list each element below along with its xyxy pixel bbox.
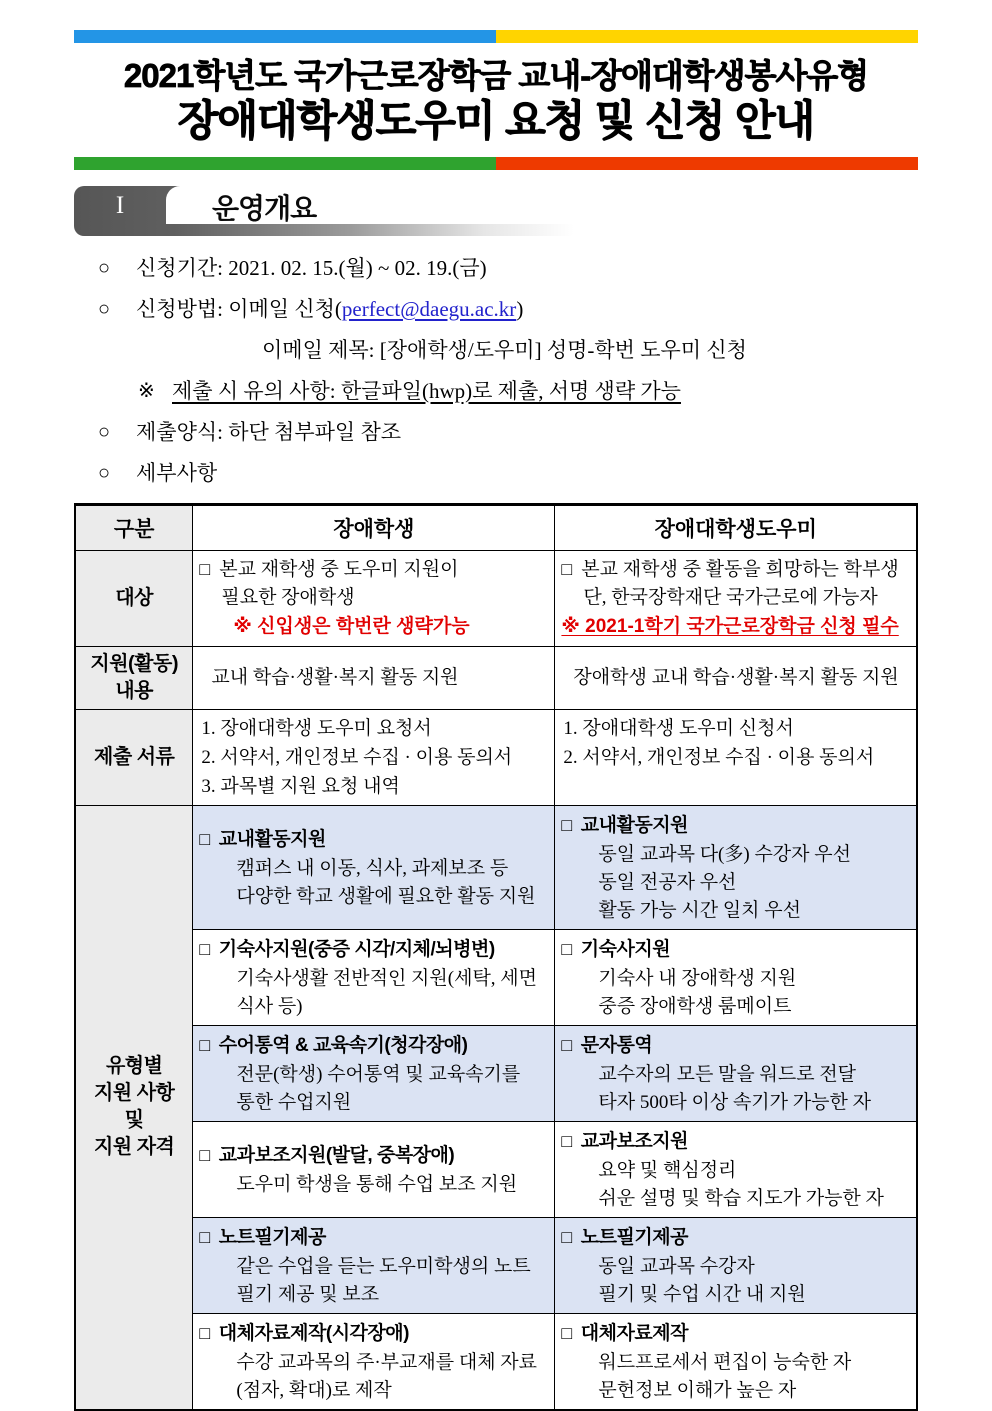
type-detail: 기숙사 내 장애학생 지원	[598, 967, 797, 989]
type-detail: 중증 장애학생 룸메이트	[598, 995, 792, 1017]
target-right-line2: 단, 한국장학재단 국가근로에 가능자	[583, 586, 878, 608]
type-title: 기숙사지원(중증 시각/지체/뇌병변)	[218, 938, 495, 960]
green-bar-segment	[74, 157, 496, 170]
type-title: 교과보조지원	[580, 1130, 688, 1152]
overview-item-details	[98, 453, 918, 494]
section-title: 운영개요	[212, 192, 317, 224]
circle-bullet-icon: ○	[98, 297, 111, 320]
table-row-type-sign-language	[75, 1025, 917, 1121]
type-notes-right-cell	[555, 1217, 917, 1313]
type-class-assist-right-cell	[555, 1121, 917, 1217]
type-detail: 교수자의 모든 말을 워드로 전달	[598, 1063, 857, 1085]
table-row-target	[75, 550, 917, 646]
type-title: 기숙사지원	[580, 938, 671, 960]
type-alt-right-cell	[555, 1313, 917, 1410]
doc-title-line2: 장애대학생도우미 요청 및 신청 안내	[177, 97, 815, 145]
type-title: 대체자료제작(시각장애)	[218, 1322, 409, 1344]
table-row-documents	[75, 709, 917, 805]
type-detail: 캠퍼스 내 이동, 식사, 과제보조 등	[236, 857, 509, 879]
table-header-row	[75, 504, 917, 550]
documents-left-item: 3. 과목별 지원 요청 내역	[201, 775, 400, 797]
doc-title-line1: 2021학년도 국가근로장학금 교내-장애대학생봉사유형	[123, 57, 869, 94]
type-detail: 같은 수업을 듣는 도우미학생의 노트	[236, 1255, 531, 1277]
type-title: 노트필기제공	[218, 1226, 326, 1248]
notice-text: 제출 시 유의 사항: 한글파일(hwp)로 제출, 서명 생략 가능	[172, 378, 681, 403]
table-row-type-alt-materials	[75, 1313, 917, 1410]
type-notes-left-cell	[193, 1217, 555, 1313]
type-title: 노트필기제공	[580, 1226, 688, 1248]
yellow-bar-segment	[496, 30, 918, 43]
row-header-types-line4: 지원 자격	[94, 1136, 175, 1159]
content-left-text: 교내 학습·생활·복지 활동 지원	[211, 666, 459, 688]
row-header-target: 대상	[75, 550, 193, 646]
target-left-line2: 필요한 장애학생	[221, 586, 355, 608]
documents-right-cell	[555, 709, 917, 805]
documents-right-item: 1. 장애대학생 도우미 신청서	[563, 717, 794, 739]
type-detail: 활동 가능 시간 일치 우선	[598, 899, 801, 921]
checkbox-icon: □	[561, 814, 572, 835]
target-left-note: ※ 신입생은 학번란 생략가능	[233, 615, 470, 637]
type-detail: 기숙사생활 전반적인 지원(세탁, 세면	[236, 967, 538, 989]
type-detail: 타자 500타 이상 속기가 가능한 자	[598, 1091, 871, 1113]
section-numeral: I	[115, 191, 125, 219]
document-title	[74, 55, 918, 147]
type-sign-left-cell	[193, 1025, 555, 1121]
details-text: 세부사항	[136, 460, 218, 485]
target-right-line1-text: 본교 재학생 중 활동을 희망하는 학부생	[581, 558, 899, 580]
target-right-note: ※ 2021-1학기 국가근로장학금 신청 필수	[561, 615, 899, 637]
red-bar-segment	[496, 157, 918, 170]
overview-item-period	[98, 248, 918, 289]
table-row-type-notes	[75, 1217, 917, 1313]
type-detail: 문헌정보 이해가 높은 자	[598, 1379, 797, 1401]
overview-item-email-subject: 이메일 제목: [장애학생/도우미] 성명-학번 도우미 신청	[262, 337, 747, 362]
info-table	[74, 503, 918, 1411]
row-header-types-line3: 및	[124, 1109, 144, 1132]
documents-left-item: 1. 장애대학생 도우미 요청서	[201, 717, 432, 739]
circle-bullet-icon: ○	[98, 461, 111, 484]
table-row-type-dormitory	[75, 929, 917, 1025]
method-suffix-text: )	[516, 296, 524, 321]
type-detail: 다양한 학교 생활에 필요한 활동 지원	[236, 885, 536, 907]
type-sign-right-cell	[555, 1025, 917, 1121]
circle-bullet-icon: ○	[98, 420, 111, 443]
checkbox-icon: □	[199, 1144, 210, 1165]
content-right-cell	[555, 646, 917, 709]
target-right-line1	[561, 555, 910, 584]
type-detail: 워드프로세서 편집이 능숙한 자	[598, 1351, 852, 1373]
type-detail: 동일 전공자 우선	[598, 871, 737, 893]
type-title: 교내활동지원	[580, 814, 688, 836]
content-right-text: 장애학생 교내 학습·생활·복지 활동 지원	[573, 666, 899, 688]
type-detail: 필기 제공 및 보조	[236, 1283, 380, 1305]
checkbox-icon: □	[199, 1034, 210, 1055]
row-header-types-line1: 유형별	[105, 1055, 163, 1078]
type-campus-left-cell	[193, 805, 555, 929]
checkbox-icon: □	[561, 1226, 572, 1247]
type-title: 수어통역 & 교육속기(청각장애)	[218, 1034, 468, 1056]
checkbox-icon: □	[199, 1226, 210, 1247]
type-detail: 쉬운 설명 및 학습 지도가 가능한 자	[598, 1187, 884, 1209]
type-detail: 식사 등)	[236, 995, 303, 1017]
reference-mark-icon: ※	[138, 379, 155, 402]
row-header-types	[75, 805, 193, 1410]
type-detail: (점자, 확대)로 제작	[236, 1379, 392, 1401]
table-row-type-class-assist	[75, 1121, 917, 1217]
method-prefix-text: 신청방법: 이메일 신청(	[136, 296, 342, 321]
col-header-disabled-student: 장애학생	[193, 504, 555, 550]
checkbox-icon: □	[199, 1322, 210, 1343]
col-header-category: 구분	[75, 504, 193, 550]
overview-list	[98, 248, 918, 494]
col-header-helper: 장애대학생도우미	[555, 504, 917, 550]
documents-left-item: 2. 서약서, 개인정보 수집 · 이용 동의서	[201, 746, 513, 768]
target-right-cell	[555, 550, 917, 646]
table-row-type-campus	[75, 805, 917, 929]
top-color-bar	[74, 30, 918, 43]
period-text: 신청기간: 2021. 02. 15.(월) ~ 02. 19.(금)	[136, 255, 487, 280]
type-title: 교과보조지원(발달, 중복장애)	[218, 1144, 455, 1166]
type-dormitory-left-cell	[193, 929, 555, 1025]
type-class-assist-left-cell	[193, 1121, 555, 1217]
target-left-line1	[199, 555, 548, 584]
type-detail: 동일 교과목 다(多) 수강자 우선	[598, 843, 851, 865]
section-header	[74, 186, 574, 236]
type-campus-right-cell	[555, 805, 917, 929]
type-detail: 도우미 학생을 통해 수업 보조 지원	[236, 1173, 518, 1195]
divider-color-bar	[74, 157, 918, 170]
type-title: 대체자료제작	[580, 1322, 688, 1344]
row-header-documents: 제출 서류	[75, 709, 193, 805]
checkbox-icon: □	[199, 938, 210, 959]
target-left-line1-text: 본교 재학생 중 도우미 지원이	[219, 558, 459, 580]
checkbox-icon: □	[199, 558, 211, 579]
checkbox-icon: □	[561, 1034, 572, 1055]
type-detail: 수강 교과목의 주·부교재를 대체 자료	[236, 1351, 538, 1373]
type-detail: 전문(학생) 수어통역 및 교육속기를	[236, 1063, 521, 1085]
documents-right-item: 2. 서약서, 개인정보 수집 · 이용 동의서	[563, 746, 875, 768]
checkbox-icon: □	[561, 1130, 572, 1151]
blue-bar-segment	[74, 30, 496, 43]
type-detail: 요약 및 핵심정리	[598, 1159, 737, 1181]
checkbox-icon: □	[199, 828, 210, 849]
overview-item-notice	[138, 371, 918, 412]
documents-left-cell	[193, 709, 555, 805]
type-title: 교내활동지원	[218, 828, 326, 850]
row-header-content-line1: 지원(활동)	[90, 652, 178, 675]
overview-item-method	[98, 289, 918, 330]
checkbox-icon: □	[561, 938, 572, 959]
type-alt-left-cell	[193, 1313, 555, 1410]
type-detail: 동일 교과목 수강자	[598, 1255, 755, 1277]
form-text: 제출양식: 하단 첨부파일 참조	[136, 419, 402, 444]
content-left-cell	[193, 646, 555, 709]
email-link[interactable]: perfect@daegu.ac.kr	[341, 296, 517, 321]
type-dormitory-right-cell	[555, 929, 917, 1025]
overview-item-form	[98, 412, 918, 453]
checkbox-icon: □	[561, 1322, 572, 1343]
type-title: 문자통역	[580, 1034, 653, 1056]
table-row-content	[75, 646, 917, 709]
row-header-content	[75, 646, 193, 709]
checkbox-icon: □	[561, 558, 573, 579]
circle-bullet-icon: ○	[98, 256, 111, 279]
row-header-content-line2: 내용	[115, 679, 153, 702]
type-detail: 필기 및 수업 시간 내 지원	[598, 1283, 806, 1305]
type-detail: 통한 수업지원	[236, 1091, 352, 1113]
target-left-cell	[193, 550, 555, 646]
row-header-types-line2: 지원 사항	[94, 1082, 175, 1105]
